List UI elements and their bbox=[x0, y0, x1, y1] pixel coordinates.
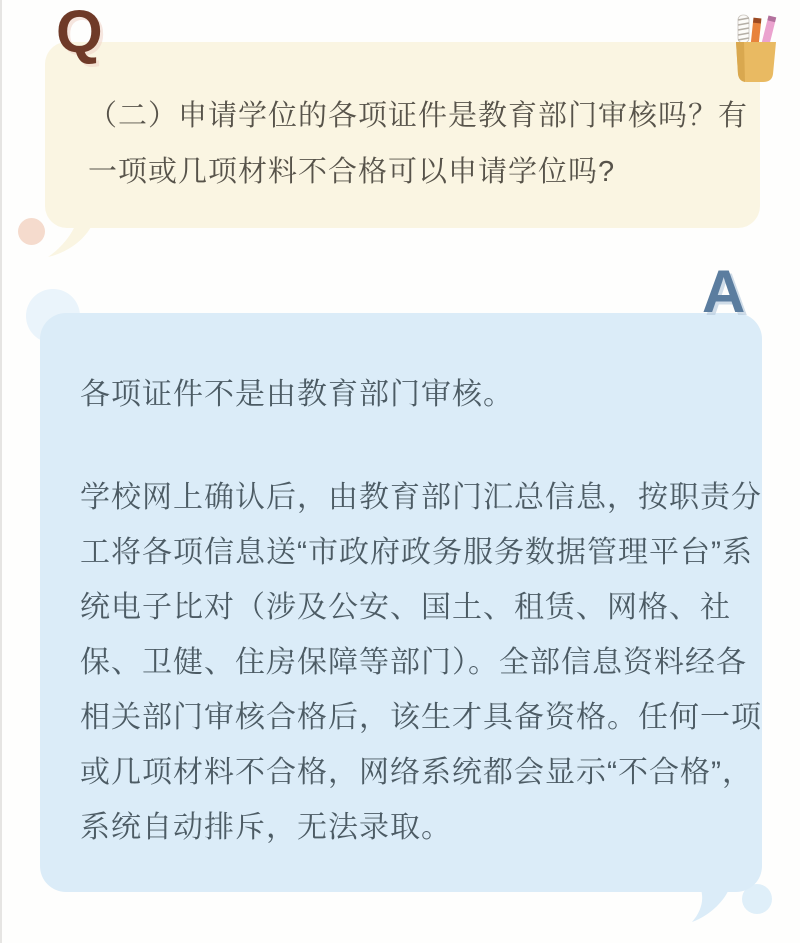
answer-text-line: 或几项材料不合格，网络系统都会显示“不合格”， bbox=[80, 756, 753, 789]
answer-text-line: 学校网上确认后，由教育部门汇总信息，按职责分 bbox=[80, 481, 762, 514]
answer-bubble-tail bbox=[692, 887, 742, 925]
question-bubble bbox=[45, 42, 760, 228]
answer-letter: A bbox=[702, 258, 746, 325]
pink-pencil-shape bbox=[761, 15, 776, 46]
answer-text-line: 保、卫健、住房保障等部门）。全部信息资料经各 bbox=[80, 646, 747, 679]
answer-text-line: 各项证件不是由教育部门审核。 bbox=[80, 378, 514, 411]
answer-text-line: 系统自动排斥，无法录取。 bbox=[80, 811, 452, 844]
pencil-cup-icon bbox=[731, 12, 781, 89]
question-text-line: 一项或几项材料不合格可以申请学位吗? bbox=[88, 156, 616, 188]
answer-bubble bbox=[40, 313, 762, 892]
answer-text-line: 相关部门审核合格后，该生才具备资格。任何一项 bbox=[80, 701, 762, 734]
spring-shape bbox=[738, 15, 749, 43]
question-letter: Q bbox=[56, 0, 103, 65]
question-bubble-tail bbox=[48, 223, 108, 261]
answer-text-line: 工将各项信息送“市政府政务服务数据管理平台”系 bbox=[80, 536, 753, 569]
question-text-line: （二）申请学位的各项证件是教育部门审核吗？有 bbox=[88, 100, 749, 132]
answer-text-line: 统电子比对（涉及公安、国土、租赁、网格、社 bbox=[80, 591, 731, 624]
pink-dot-decoration bbox=[18, 218, 45, 245]
left-edge-line bbox=[0, 0, 2, 943]
